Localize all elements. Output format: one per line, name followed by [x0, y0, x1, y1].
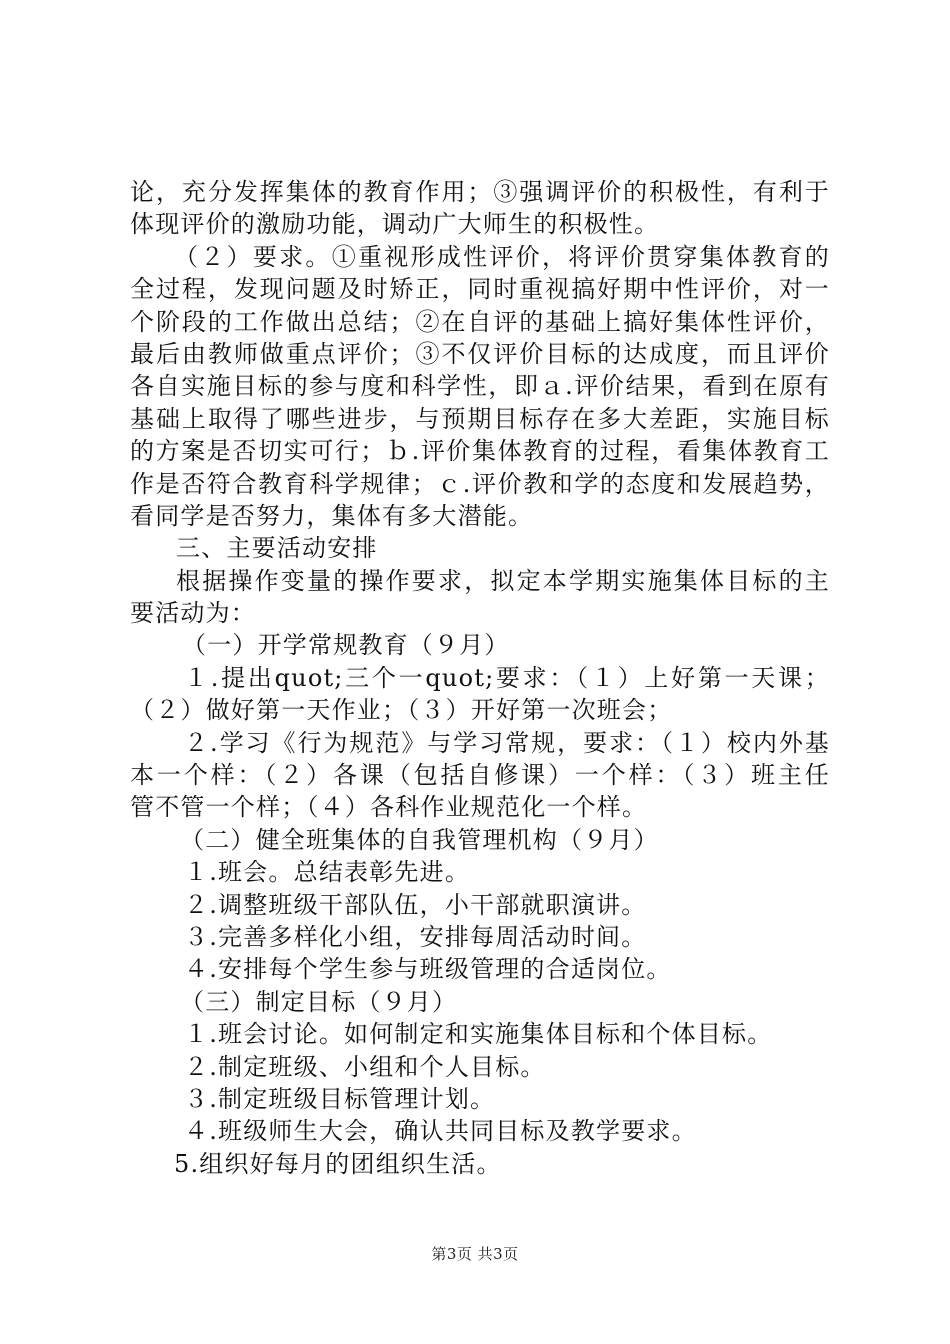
- list-item: ３.制定班级目标管理计划。: [184, 1084, 496, 1113]
- text-line: １.提出quot;三个一quot;要求：（１）上好第一天课；: [184, 663, 830, 692]
- text-line: 基础上取得了哪些进步，与预期目标存在多大差距，实施目标: [130, 404, 830, 433]
- text-line: 的方案是否切实可行；ｂ.评价集体教育的过程，看集体教育工: [130, 437, 830, 466]
- text-line: （２）做好第一天作业；（３）开好第一次班会；: [130, 696, 673, 725]
- list-item: ２.调整班级干部队伍，小干部就职演讲。: [184, 890, 647, 919]
- list-item: 5.组织好每月的团组织生活。: [174, 1149, 502, 1178]
- subsection-heading: （二）健全班集体的自我管理机构（９月）: [180, 825, 659, 854]
- text-line: 体现评价的激励功能，调动广大师生的积极性。: [130, 210, 660, 239]
- subsection-heading: （三）制定目标（９月）: [180, 987, 458, 1016]
- text-line: 本一个样：（２）各课（包括自修课）一个样：（３）班主任: [130, 761, 830, 790]
- text-line: 论，充分发挥集体的教育作用；③强调评价的积极性，有利于: [130, 178, 830, 206]
- text-line: 看同学是否努力，集体有多大潜能。: [130, 501, 534, 530]
- text-line: 个阶段的工作做出总结；②在自评的基础上搞好集体性评价，: [130, 307, 830, 336]
- text-line: 全过程，发现问题及时矫正，同时重视搞好期中性评价，对一: [130, 275, 830, 304]
- text-line: 作是否符合教育科学规律；ｃ.评价教和学的态度和发展趋势，: [130, 469, 830, 498]
- list-item: ４.班级师生大会，确认共同目标及教学要求。: [184, 1117, 697, 1146]
- body-text: [130, 176, 830, 1180]
- text-line: 根据操作变量的操作要求，拟定本学期实施集体目标的主: [176, 566, 830, 595]
- section-heading: 三、主要活动安排: [176, 534, 378, 563]
- text-line: 要活动为：: [130, 599, 256, 628]
- page-number: 第3页 共3页: [431, 1245, 519, 1263]
- list-item: ３.完善多样化小组，安排每周活动时间。: [184, 922, 647, 951]
- text-line: 最后由教师做重点评价；③不仅评价目标的达成度，而且评价: [130, 339, 830, 368]
- list-item: １.班会讨论。如何制定和实施集体目标和个体目标。: [184, 1020, 773, 1049]
- list-item: ２.制定班级、小组和个人目标。: [184, 1052, 546, 1081]
- text-line: 管不管一个样；（４）各科作业规范化一个样。: [130, 793, 648, 822]
- list-item: １.班会。总结表彰先进。: [184, 858, 471, 887]
- text-line: （２）要求。①重视形成性评价，将评价贯穿集体教育的: [174, 242, 830, 271]
- list-item: ４.安排每个学生参与班级管理的合适岗位。: [184, 955, 672, 984]
- text-line: ２.学习《行为规范》与学习常规，要求：（１）校内外基: [184, 728, 830, 757]
- text-line: 各自实施目标的参与度和科学性，即ａ.评价结果，看到在原有: [130, 372, 830, 401]
- page-footer: [0, 1244, 950, 1264]
- subsection-heading: （一）开学常规教育（９月）: [182, 631, 510, 660]
